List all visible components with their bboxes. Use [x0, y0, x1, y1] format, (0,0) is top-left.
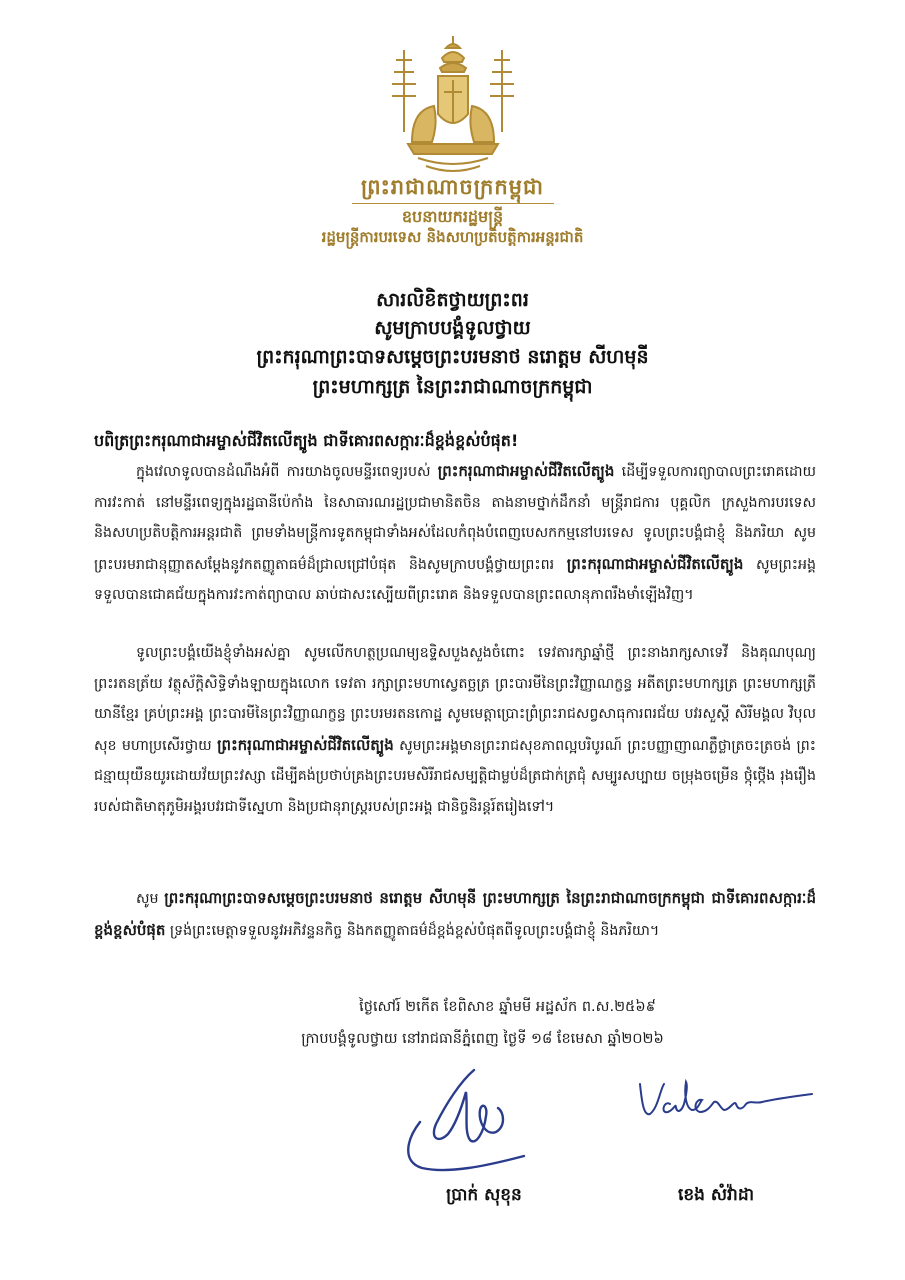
p1-text: ដើម្បីទទួលការព្យាបាលព្រះរោគដោយការវះកាត់ នៅមន្ទីរពេទ្យក្នុងរដ្ឋធានីប៉េកាំង នៃសាធារណរដ្ឋប្រជាមានិតចិន តាងនាមថ្នាក់ដឹកនាំ មន្ត្រីរាជការ បុគ្គលិក ក្រសួងការបរទេស និងសហប្រតិបត្តិការអន្តរជាតិ ព្រមទាំងមន្ត្រីការទូតកម្ពុជាទាំងអស់ដែលកំពុងបំពេញបេសកកម្មនៅបរទេស ទូលព្រះបង្គំជាខ្ញុំ និងភរិយា សូមព្រះបរមរាជានុញ្ញាតសម្តែងនូវកតញ្ញូតាធម៌ដ៏ជ្រាលជ្រៅបំផុត និងសូមក្រាបបង្គំថ្វាយព្រះពរ [94, 464, 817, 573]
p3-text: ទ្រង់ព្រះមេត្តាទទួលនូវអភិវន្ទនកិច្ច និងកតញ្ញូតាធម៌ដ៏ខ្ពង់ខ្ពស់បំផុតពីទូលព្រះបង្គំជាខ្ញុំ និងភរិយា។ [165, 922, 660, 939]
signature-right-icon [630, 1074, 816, 1130]
addressee-title: ព្រះមហាក្សត្រ នៃព្រះរាជាណាចក្រកម្ពុជា [312, 376, 593, 398]
p2-king-title: ព្រះករុណាជាអម្ចាស់ជីវិតលើត្បូង [217, 735, 394, 754]
p2-text: ទូលព្រះបង្គំយើងខ្ញុំទាំងអស់គ្នា សូមលើកហត្ថប្រណម្យឧទ្ទិសបួងសួងចំពោះ ទេវតារក្សាឆ្នាំថ្មី ព្រះនាងរាក្សសាទេវី និងគុណបុណ្យព្រះរតនត្រ័យ វត្ថុស័ក្តិសិទ្ធិទាំងឡាយក្នុងលោក ទេវតា រក្សាព្រះមហាស្វេតច្ឆត្រ ព្រះបារមីនៃព្រះវិញ្ញាណក្ខន្ធ អតីតព្រះមហាក្សត្រ ព្រះមហាក្សត្រីយានីខ្មែរ គ្រប់ព្រះអង្គ ព្រះបារមីនៃព្រះវិញ្ញាណក្ខន្ធ ព្រះបរមរតនកោដ្ឋ សូមមេត្តាប្រោះព្រំព្រះរាជសព្វសាធុការពរជ័យ បវរសួស្តី សិរីមង្គល វិបុលសុខ មហាប្រសើរថ្វាយ [94, 645, 816, 754]
paragraph-2 [94, 638, 816, 822]
letter-title: សារលិខិតថ្វាយព្រះពរ [376, 289, 529, 311]
paragraph-3 [94, 883, 816, 946]
signature-left-icon [396, 1062, 534, 1178]
letterhead-deputy-pm: ឧបនាយករដ្ឋមន្ត្រី [401, 207, 504, 226]
p1-king-title: ព្រះករុណាជាអម្ចាស់ជីវិតលើត្បូង [566, 554, 744, 573]
royal-emblem-icon [382, 32, 524, 182]
addressee-name: ព្រះករុណាព្រះបាទសម្តេចព្រះបរមនាថ នរោត្តម សីហមុនី [256, 346, 649, 368]
p3-king-title: ព្រះករុណាព្រះបាទសម្តេចព្រះបរមនាថ នរោត្តម សីហមុនី ព្រះមហាក្សត្រ នៃព្រះរាជាណាចក្រកម្ពុជា ជាទីគោរពសក្ការៈដ៏ខ្ពង់ខ្ពស់បំផុត [94, 889, 816, 939]
letterhead-divider [352, 203, 554, 204]
salutation: បពិត្រព្រះករុណាជាអម្ចាស់ជីវិតលើត្បូង ជាទីគោរពសក្ការៈដ៏ខ្ពង់ខ្ពស់បំផុត! [94, 431, 519, 450]
letter-subtitle: សូមក្រាបបង្គំទូលថ្វាយ [374, 317, 531, 339]
solar-date: ក្រាបបង្គំទូលថ្វាយ នៅរាជធានីភ្នំពេញ ថ្ងៃទី ១៨ ខែមេសា ឆ្នាំ២០២៦ [301, 1031, 664, 1047]
letterhead-ministry: រដ្ឋមន្ត្រីការបរទេស និងសហប្រតិបត្តិការអន្តរជាតិ [321, 228, 584, 246]
signer-name-right: ខេង សំវ៉ាដា [677, 1185, 755, 1205]
lunar-date: ថ្ងៃសៅរ៍ ២កើត ខែពិសាខ ឆ្នាំមមី អដ្ឋស័ក ព.ស.២៥៦៩ [359, 999, 656, 1015]
signer-name-left: ប្រាក់ សុខុន [446, 1185, 522, 1205]
p3-text: សូម [136, 891, 165, 907]
letterhead-kingdom: ព្រះរាជាណាចក្រកម្ពុជា [360, 175, 544, 199]
p2-text: សូមព្រះអង្គមានព្រះរាជសុខភាពល្អបរិបូរណ៍ ព្រះបញ្ញាញាណភ្លឺថ្លាត្រចះត្រចង់ ព្រះជន្មាយុយឺនយូរដោយវ័យព្រះវស្សា ដើម្បីគង់ប្រថាប់គ្រងព្រះបរមសិរីរាជសម្បត្តិជាម្លប់ដ៏ត្រជាក់ត្រជុំ សម្បូរសប្បាយ ចម្រុងចម្រើន ថ្កុំថ្កើង រុងរឿង របស់ជាតិមាតុភូមិអង្គរបវរជាទីស្នេហា និងប្រជានុរាស្ត្ររបស់ព្រះអង្គ ជានិច្ចនិរន្តរ៍តរៀងទៅ។ [94, 737, 816, 815]
paragraph-1 [94, 456, 816, 611]
p1-text: ក្នុងវេលាទូលបានដំណឹងអំពី ការយាងចូលមន្ទីរពេទ្យរបស់ [136, 464, 438, 480]
p1-king-title: ព្រះករុណាជាអម្ចាស់ជីវិតលើត្បូង [437, 462, 615, 480]
p1-text: សូមព្រះអង្គទទួលបានជោគជ័យក្នុងការវះកាត់ព្យាបាល ឆាប់ជាសះស្បើយពីព្រះរោគ និងទទួលបានព្រះពលានុភាពរឹងមាំឡើងវិញ។ [94, 556, 816, 603]
